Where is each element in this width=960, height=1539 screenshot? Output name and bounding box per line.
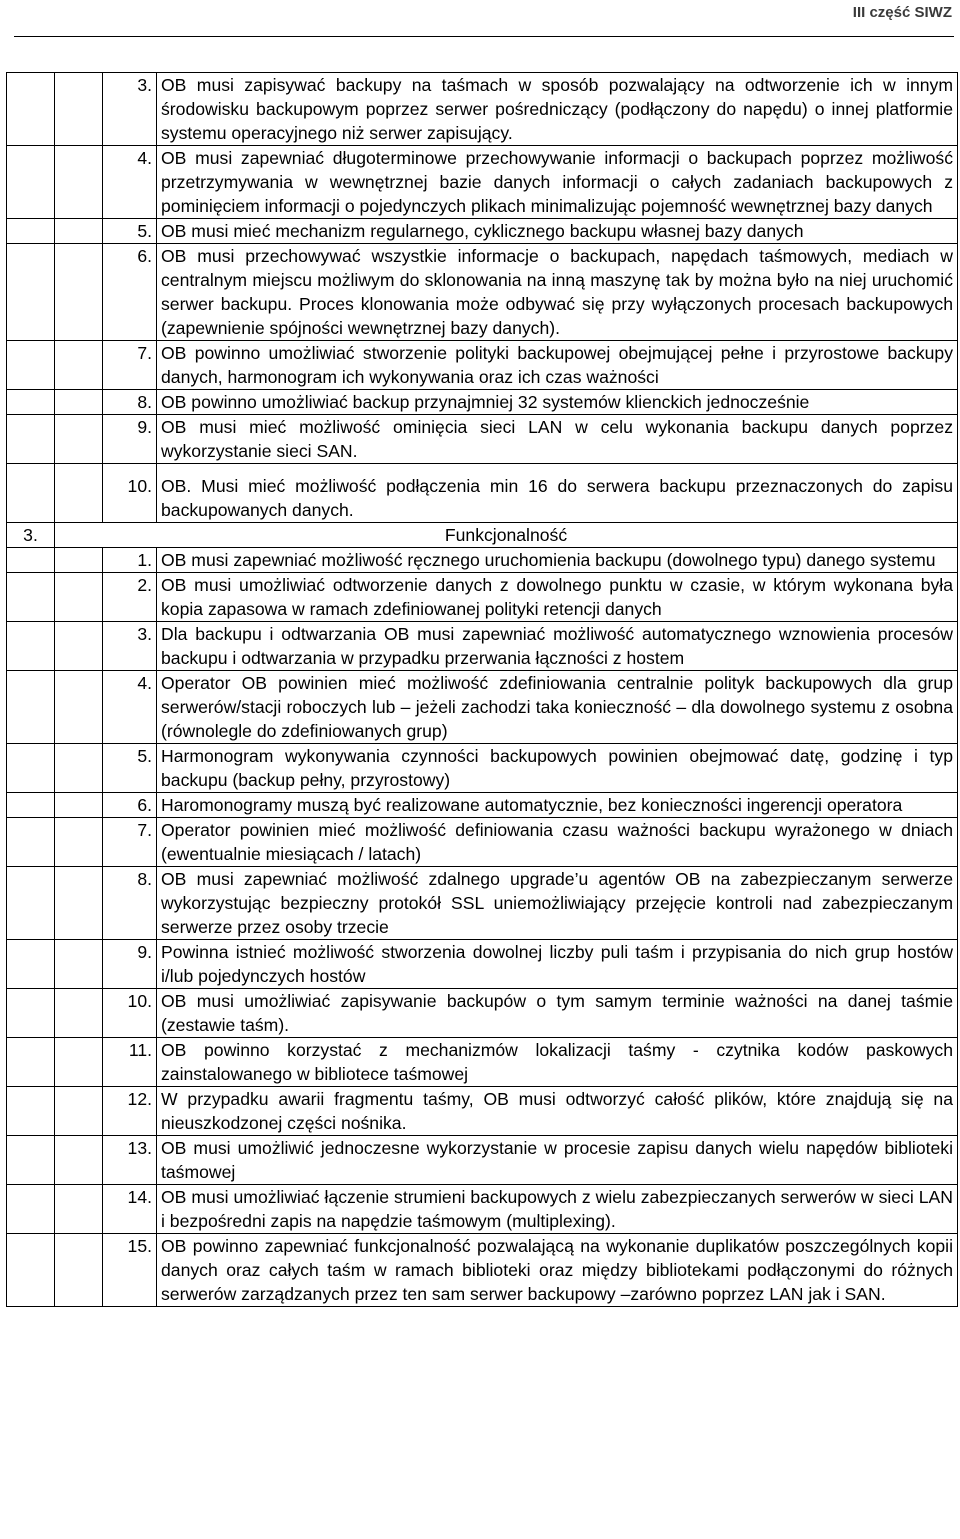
empty-cell [55,244,103,341]
empty-cell [7,1136,55,1185]
item-number: 3. [103,73,157,146]
item-text: Powinna istnieć możliwość stworzenia dowolnej liczby puli taśm i przypisania do nich grup hostów i/lub pojedynczych hostów [157,940,958,989]
empty-cell [55,867,103,940]
item-number: 8. [103,867,157,940]
empty-cell [7,940,55,989]
table-row [7,341,958,390]
table-row [7,989,958,1038]
requirements-table [6,72,958,1307]
item-number: 8. [103,390,157,415]
table-row [7,1185,958,1234]
empty-cell [55,1234,103,1307]
empty-cell [7,818,55,867]
item-text: OB musi zapewniać możliwość zdalnego upgrade’u agentów OB na zabezpieczanym serwerze wykorzystując bezpieczny protokół SSL uniemożliwiający przejęcie kontroli nad zabezpieczanym serwerze przez osoby trzecie [157,867,958,940]
table-row [7,671,958,744]
table-row [7,573,958,622]
item-text: Haromonogramy muszą być realizowane automatycznie, bez konieczności ingerencji operatora [157,793,958,818]
item-number: 2. [103,573,157,622]
empty-cell [55,146,103,219]
item-number: 10. [103,989,157,1038]
item-number: 3. [103,622,157,671]
table-row [7,744,958,793]
item-number: 5. [103,744,157,793]
table-row [7,818,958,867]
table-row [7,1234,958,1307]
table-row [7,1038,958,1087]
empty-cell [55,989,103,1038]
table-row [7,73,958,146]
empty-cell [7,622,55,671]
item-number: 4. [103,671,157,744]
item-text: Harmonogram wykonywania czynności backupowych powinien obejmować datę, godzinę i typ backupu (backup pełny, przyrostowy) [157,744,958,793]
item-text: OB musi umożliwiać łączenie strumieni backupowych z wielu zabezpieczanych serwerów w sieci LAN i bezpośredni zapis na napędzie taśmowym (multiplexing). [157,1185,958,1234]
empty-cell [7,464,55,523]
item-text: OB musi umożliwiać zapisywanie backupów o tym samym terminie ważności na danej taśmie (zestawie taśm). [157,989,958,1038]
item-text: OB powinno umożliwiać stworzenie polityki backupowej obejmującej pełne i przyrostowe backupy danych, harmonogram ich wykonywania oraz ich czas ważności [157,341,958,390]
table-row [7,940,958,989]
item-number: 13. [103,1136,157,1185]
item-number: 7. [103,818,157,867]
item-text: OB powinno korzystać z mechanizmów lokalizacji taśmy - czytnika kodów paskowych zainstalowanego w bibliotece taśmowej [157,1038,958,1087]
item-text: Dla backupu i odtwarzania OB musi zapewniać możliwość automatycznego wznowienia procesów backupu i odtwarzania w przypadku przerwania łączności z hostem [157,622,958,671]
empty-cell [7,390,55,415]
empty-cell [55,341,103,390]
table-row [7,464,958,523]
empty-cell [7,219,55,244]
empty-cell [7,573,55,622]
item-number: 5. [103,219,157,244]
empty-cell [55,1087,103,1136]
item-text: OB musi zapewniać długoterminowe przechowywanie informacji o backupach poprzez możliwość przetrzymywania w wewnętrznej bazie danych informacji o całych zadaniach backupowych z pominięciem informacji o pojedynczych plikach minimalizując pojemność wewnętrznej bazy danych [157,146,958,219]
header-divider [14,36,954,37]
empty-cell [7,548,55,573]
empty-cell [7,793,55,818]
section-number: 3. [7,523,55,548]
item-number: 12. [103,1087,157,1136]
item-text: Operator OB powinien mieć możliwość zdefiniowania centralnie polityk backupowych dla grup serwerów/stacji roboczych lub – jeżeli zachodzi taka konieczność – dla dowolnego systemu z osobna (równolegle do zdefiniowanych grup) [157,671,958,744]
page-header: III część SIWZ [852,4,952,21]
table-row [7,548,958,573]
empty-cell [55,818,103,867]
empty-cell [7,867,55,940]
table-row [7,867,958,940]
item-number: 9. [103,940,157,989]
item-number: 11. [103,1038,157,1087]
section-header-row [7,523,958,548]
empty-cell [7,341,55,390]
empty-cell [7,73,55,146]
table-row [7,244,958,341]
item-number: 9. [103,415,157,464]
item-text: OB musi mieć możliwość ominięcia sieci LAN w celu wykonania backupu danych poprzez wykorzystanie sieci SAN. [157,415,958,464]
empty-cell [55,73,103,146]
empty-cell [7,744,55,793]
item-text: OB musi umożliwić jednoczesne wykorzystanie w procesie zapisu danych wielu napędów biblioteki taśmowej [157,1136,958,1185]
table-row [7,219,958,244]
item-number: 14. [103,1185,157,1234]
empty-cell [55,1185,103,1234]
section-title: Funkcjonalność [55,523,958,548]
empty-cell [55,390,103,415]
empty-cell [7,1234,55,1307]
empty-cell [55,573,103,622]
item-number: 6. [103,793,157,818]
table-row [7,1136,958,1185]
empty-cell [55,219,103,244]
empty-cell [55,464,103,523]
table-row [7,415,958,464]
empty-cell [7,415,55,464]
empty-cell [7,244,55,341]
empty-cell [55,1038,103,1087]
item-number: 6. [103,244,157,341]
item-number: 4. [103,146,157,219]
empty-cell [55,744,103,793]
table-row [7,622,958,671]
empty-cell [55,793,103,818]
item-number: 10. [103,464,157,523]
empty-cell [7,1185,55,1234]
item-number: 7. [103,341,157,390]
empty-cell [55,622,103,671]
item-text: OB musi umożliwiać odtworzenie danych z dowolnego punktu w czasie, w którym wykonana była kopia zapasowa w ramach zdefiniowanej polityki retencji danych [157,573,958,622]
item-number: 15. [103,1234,157,1307]
empty-cell [55,548,103,573]
table-row [7,146,958,219]
table-row [7,793,958,818]
item-text: W przypadku awarii fragmentu taśmy, OB musi odtworzyć całość plików, które znajdują się na nieuszkodzonej części nośnika. [157,1087,958,1136]
empty-cell [55,1136,103,1185]
empty-cell [55,415,103,464]
table-row [7,390,958,415]
item-text: OB powinno umożliwiać backup przynajmniej 32 systemów klienckich jednocześnie [157,390,958,415]
item-text: OB powinno zapewniać funkcjonalność pozwalającą na wykonanie duplikatów poszczególnych kopii danych oraz całych taśm w ramach biblioteki oraz między bibliotekami podłączonymi do różnych serwerów zarządzanych przez ten sam serwer backupowy –zarówno poprzez LAN jak i SAN. [157,1234,958,1307]
item-text: OB musi mieć mechanizm regularnego, cyklicznego backupu własnej bazy danych [157,219,958,244]
empty-cell [7,1038,55,1087]
item-text: OB musi zapewniać możliwość ręcznego uruchomienia backupu (dowolnego typu) danego systemu [157,548,958,573]
empty-cell [7,989,55,1038]
empty-cell [7,671,55,744]
empty-cell [7,1087,55,1136]
empty-cell [55,940,103,989]
item-text: Operator powinien mieć możliwość definiowania czasu ważności backupu wyrażonego w dniach (ewentualnie miesiącach / latach) [157,818,958,867]
table-row [7,1087,958,1136]
item-number: 1. [103,548,157,573]
empty-cell [55,671,103,744]
item-text: OB musi zapisywać backupy na taśmach w sposób pozwalający na odtworzenie ich w innym środowisku backupowym poprzez serwer pośredniczący (podłączony do napędu) o innej platformie systemu operacyjnego niż serwer zapisujący. [157,73,958,146]
item-text: OB musi przechowywać wszystkie informacje o backupach, napędach taśmowych, mediach w centralnym miejscu możliwym do sklonowania na inną maszynę tak by można było na niej uruchomić serwer backupu. Proces klonowania może odbywać się przy wyłączonych procesach backupowych (zapewnienie spójności wewnętrznej bazy danych). [157,244,958,341]
empty-cell [7,146,55,219]
item-text: OB. Musi mieć możliwość podłączenia min 16 do serwera backupu przeznaczonych do zapisu backupowanych danych. [157,464,958,523]
